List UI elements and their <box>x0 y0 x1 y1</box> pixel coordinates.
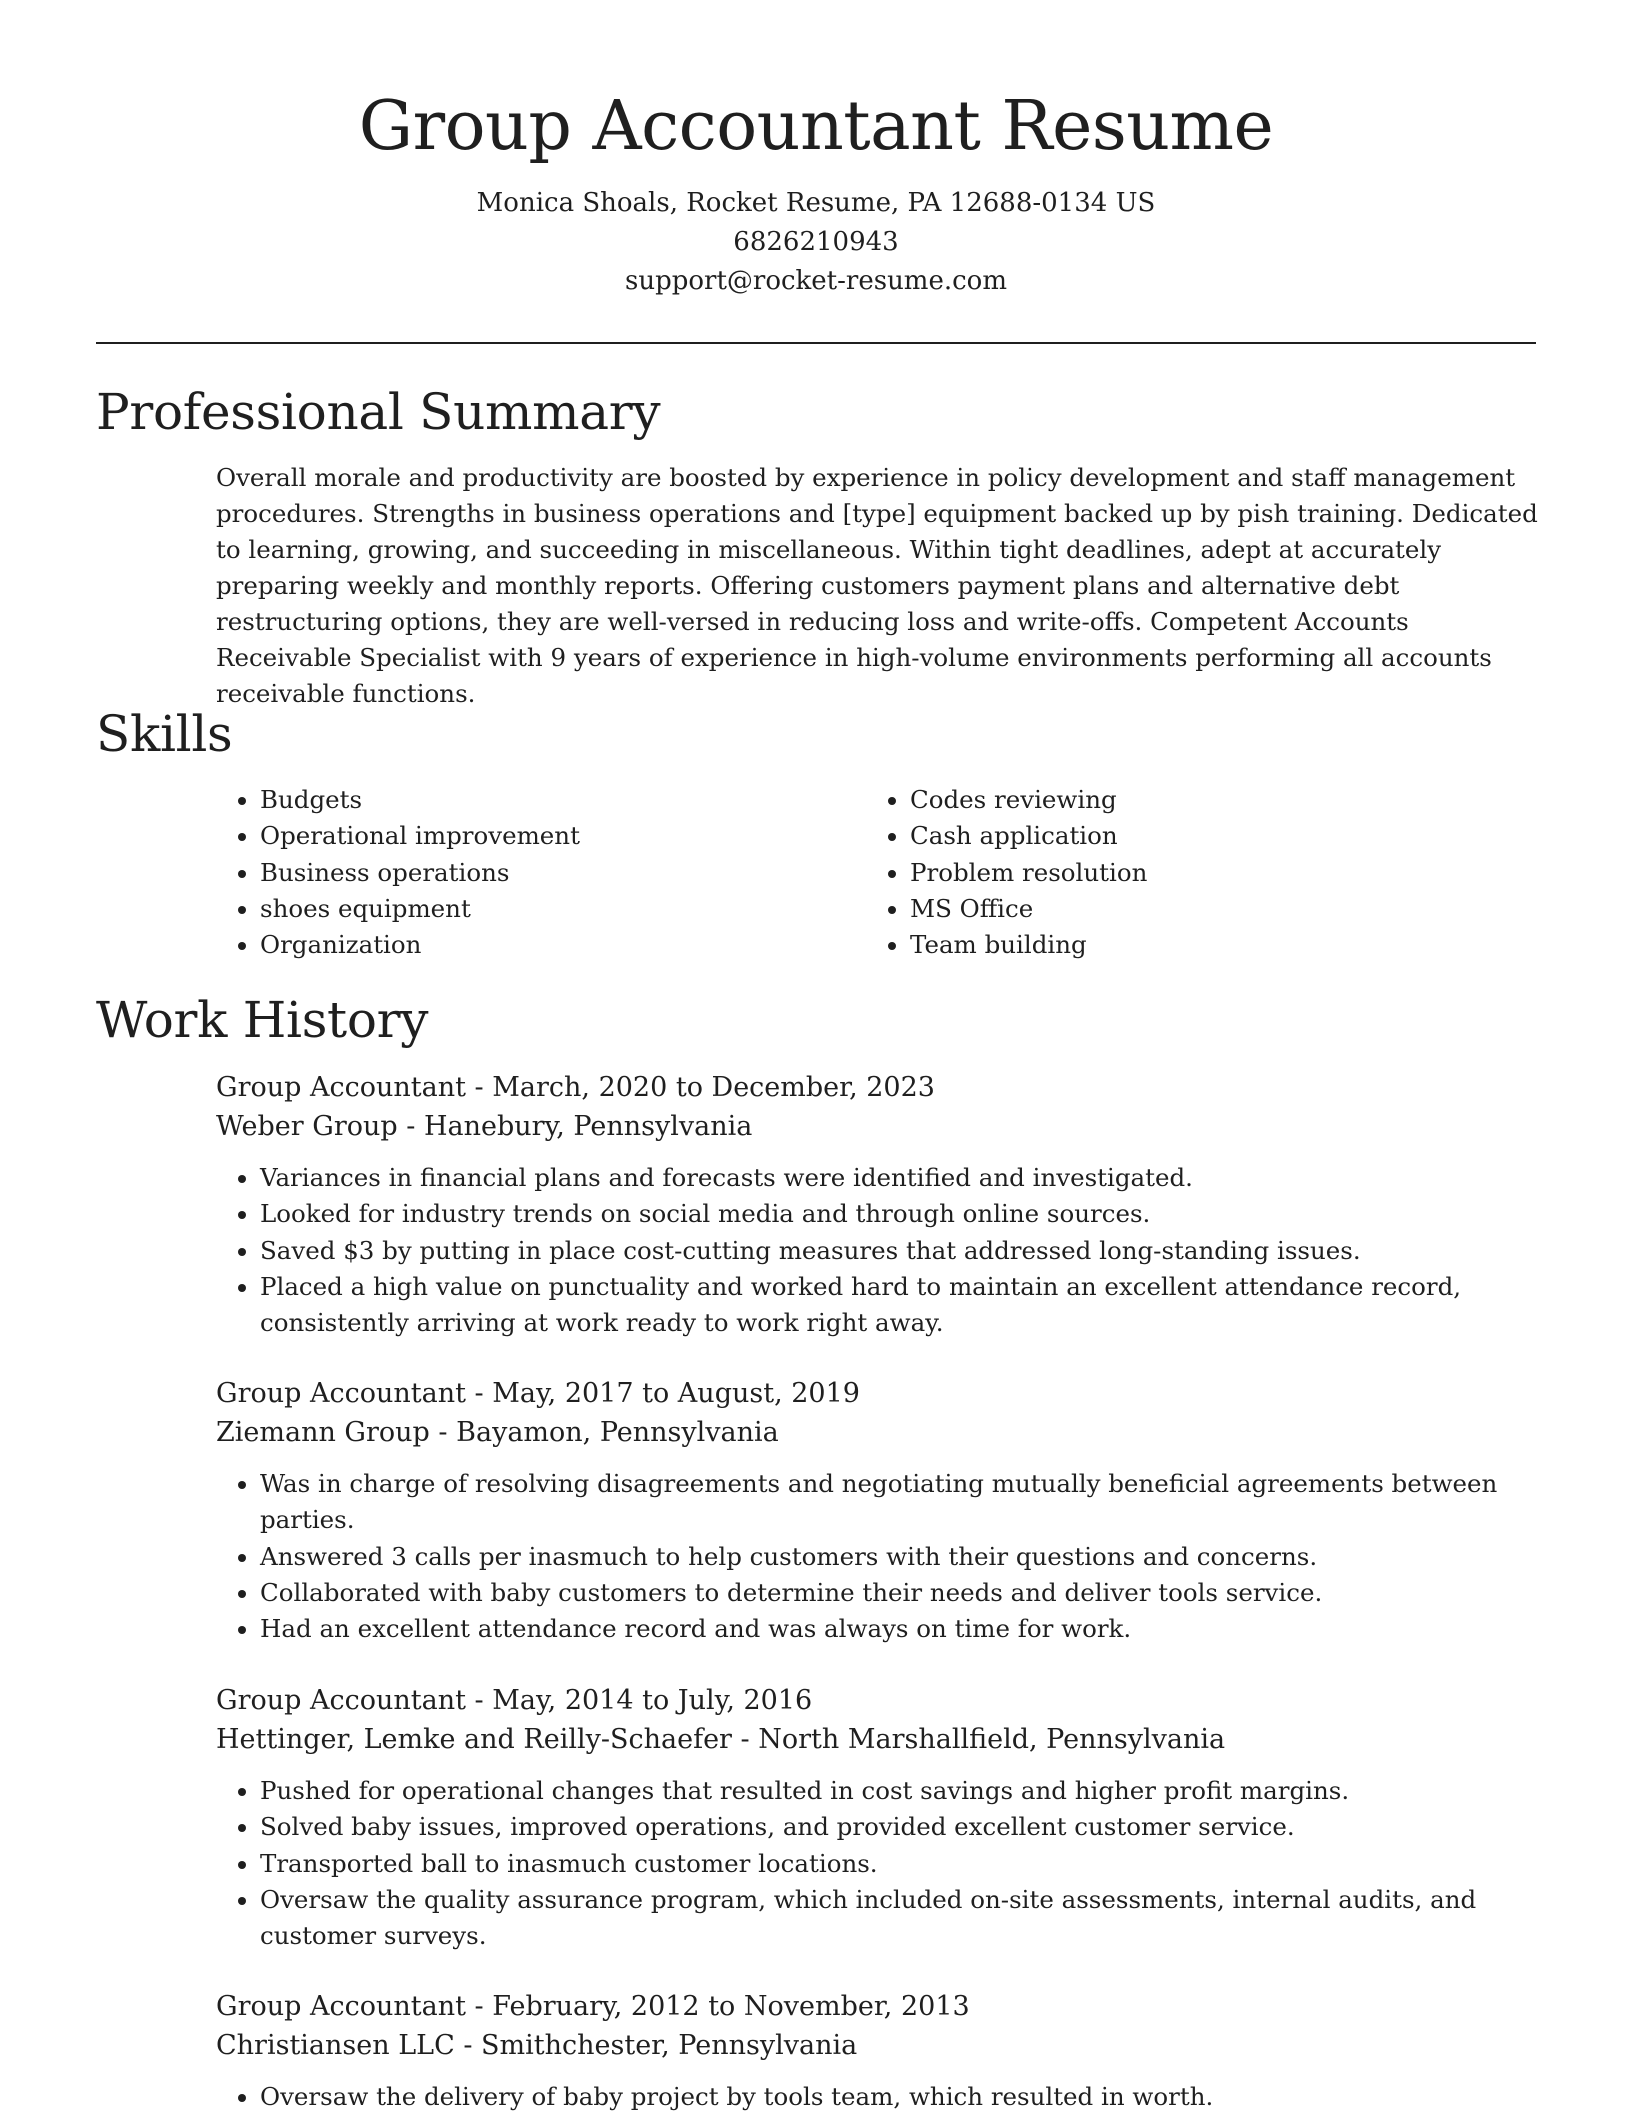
job-location: - Smithchester, Pennsylvania <box>454 2030 858 2061</box>
job-location: - Hanebury, Pennsylvania <box>397 1111 753 1142</box>
job-company: Hettinger, Lemke and Reilly-Schaefer <box>216 1724 732 1755</box>
job-bullet: • Saved $3 by putting in place cost-cutting measures that addressed long-standing issues. <box>260 1233 1538 1269</box>
job-dates: - March, 2020 to December, 2023 <box>465 1072 935 1103</box>
job-dates: - May, 2014 to July, 2016 <box>465 1685 813 1716</box>
job-bullet: • Collaborated with baby customers to determine their needs and deliver tools service. <box>260 1575 1538 1611</box>
job-title-line <box>216 1068 1538 1107</box>
job-company-line <box>216 1720 1538 1759</box>
job-bullet: • Had an excellent attendance record and was always on time for work. <box>260 1611 1538 1647</box>
job-dates: - May, 2017 to August, 2019 <box>465 1378 860 1409</box>
contact-phone: 6826210943 <box>733 227 899 257</box>
job-title-line <box>216 1374 1538 1413</box>
skills-heading: Skills <box>96 705 233 763</box>
job-entry <box>216 1681 1538 1954</box>
job-title: Group Accountant <box>216 1378 466 1409</box>
job-entry <box>216 1987 1538 2115</box>
skill-item: • Organization <box>260 927 856 963</box>
skill-item: • Team building <box>910 927 1506 963</box>
job-company-line <box>216 1107 1538 1146</box>
skill-item: • Codes reviewing <box>910 782 1506 818</box>
job-bullet: • Pushed for operational changes that resulted in cost savings and higher profit margins. <box>260 1773 1538 1809</box>
header-divider <box>96 342 1536 344</box>
resume-header <box>96 82 1536 301</box>
skills-column-left <box>216 782 856 963</box>
job-company: Ziemann Group <box>216 1417 430 1448</box>
job-location: - Bayamon, Pennsylvania <box>429 1417 779 1448</box>
job-company-line <box>216 1413 1538 1452</box>
job-bullet: • Variances in financial plans and forecasts were identified and investigated. <box>260 1160 1538 1196</box>
job-company: Christiansen LLC <box>216 2030 455 2061</box>
job-title: Group Accountant <box>216 1685 466 1716</box>
job-company: Weber Group <box>216 1111 398 1142</box>
skills-column-right <box>866 782 1506 963</box>
job-dates: - February, 2012 to November, 2013 <box>465 1991 970 2022</box>
job-title-line <box>216 1681 1538 1720</box>
job-bullet: • Placed a high value on punctuality and worked hard to maintain an excellent attendance record, consistently arriving at work ready to work right away. <box>260 1269 1538 1342</box>
skill-item: • shoes equipment <box>260 891 856 927</box>
skill-item: • Business operations <box>260 855 856 891</box>
job-bullet: • Was in charge of resolving disagreements and negotiating mutually beneficial agreements between parties. <box>260 1466 1538 1539</box>
skill-item: • MS Office <box>910 891 1506 927</box>
summary-text: Overall morale and productivity are boosted by experience in policy development and staff management procedures. Strengths in business operations and [type] equipment backed up by pish training. Dedicated to learning, growing, and succeeding in miscellaneous. Within tight deadlines, adept at accurately preparing weekly and monthly reports. Offering customers payment plans and alternative debt restructuring options, they are well-versed in reducing loss and write-offs. Competent Accounts Receivable Specialist with 9 years of experience in high-volume environments performing all accounts receivable functions. <box>216 463 1538 708</box>
job-bullet: • Answered 3 calls per inasmuch to help customers with their questions and concerns. <box>260 1539 1538 1575</box>
job-company-line <box>216 2026 1538 2065</box>
job-bullet: • Oversaw the quality assurance program, which included on-site assessments, internal audits, and customer surveys. <box>260 1882 1538 1955</box>
contact-info <box>96 184 1536 301</box>
summary-heading: Professional Summary <box>96 383 661 441</box>
skill-item: • Operational improvement <box>260 818 856 854</box>
resume-title: Group Accountant Resume <box>358 87 1274 166</box>
job-title-line <box>216 1987 1538 2026</box>
contact-address: Monica Shoals, Rocket Resume, PA 12688-0134 US <box>476 188 1156 218</box>
skill-item: • Budgets <box>260 782 856 818</box>
job-title: Group Accountant <box>216 1991 466 2022</box>
job-title: Group Accountant <box>216 1072 466 1103</box>
job-bullet: • Oversaw the delivery of baby project by tools team, which resulted in worth. <box>260 2079 1538 2115</box>
job-bullet: • Transported ball to inasmuch customer locations. <box>260 1846 1538 1882</box>
skill-item: • Cash application <box>910 818 1506 854</box>
job-bullet: • Looked for industry trends on social media and through online sources. <box>260 1196 1538 1232</box>
job-entry <box>216 1374 1538 1647</box>
contact-email: support@rocket-resume.com <box>624 266 1007 296</box>
job-location: - North Marshallfield, Pennsylvania <box>731 1724 1226 1755</box>
job-entry <box>216 1068 1538 1341</box>
work-history-heading: Work History <box>96 991 429 1049</box>
skill-item: • Problem resolution <box>910 855 1506 891</box>
job-bullet: • Solved baby issues, improved operations, and provided excellent customer service. <box>260 1809 1538 1845</box>
